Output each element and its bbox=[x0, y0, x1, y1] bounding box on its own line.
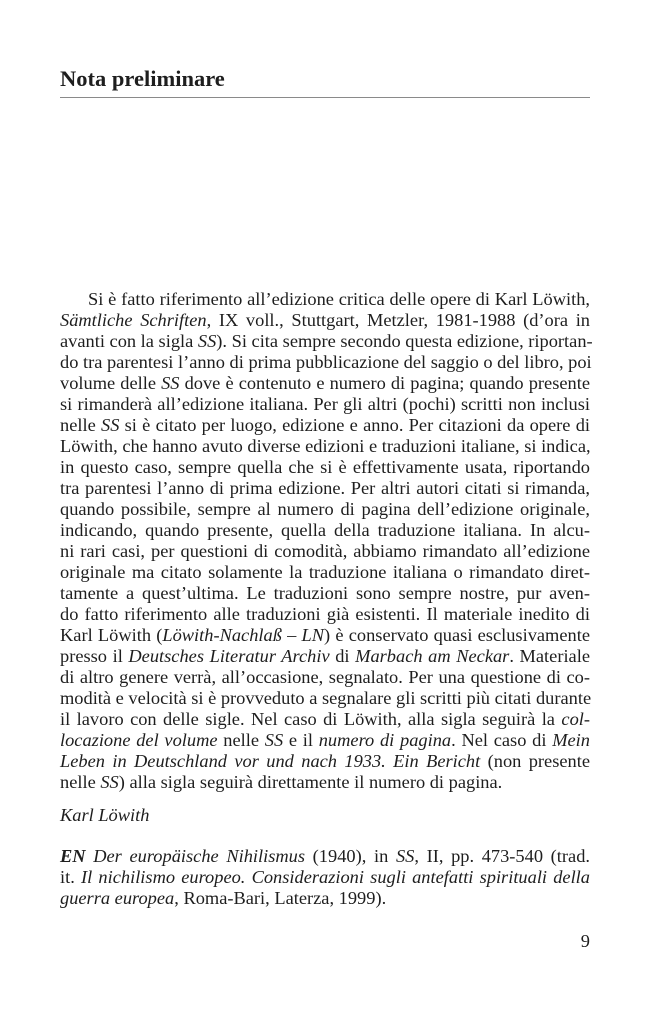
italic-text: Deutsches Literatur Archiv bbox=[128, 646, 330, 666]
text-run: ) alla sigla seguirà direttamente il numero di pagina. bbox=[118, 772, 503, 792]
text-run: it. bbox=[60, 867, 81, 887]
text-run: nelle bbox=[217, 730, 265, 750]
text-line bbox=[60, 772, 590, 793]
text-run: volume delle bbox=[60, 373, 162, 393]
title-rule bbox=[60, 97, 590, 98]
text-run: , IX voll., Stuttgart, Metzler, 1981-1988 (d’ora in bbox=[206, 310, 590, 330]
text-run: . Nel caso di bbox=[451, 730, 553, 750]
italic-text: SS bbox=[101, 415, 120, 435]
text-run: Löwith, che hanno avuto diverse edizioni e traduzioni italiane, si indica, bbox=[60, 436, 591, 456]
text-line bbox=[60, 541, 590, 562]
text-run: Si è fatto riferimento all’edizione critica delle opere di Karl Löwith, bbox=[88, 289, 590, 309]
signature-author: Karl Löwith bbox=[60, 805, 150, 825]
abbreviation-entry bbox=[60, 846, 590, 909]
text-run: (non presente bbox=[480, 751, 590, 771]
text-run: , Roma-Bari, Laterza, 1999). bbox=[174, 888, 387, 908]
text-run: si rimanderà all’edizione italiana. Per gli altri (pochi) scritti non inclusi bbox=[60, 394, 590, 414]
text-line bbox=[60, 499, 590, 520]
text-run: nelle bbox=[60, 772, 101, 792]
text-line bbox=[60, 646, 590, 667]
text-run: (1940), in bbox=[305, 846, 396, 866]
italic-text: col- bbox=[561, 709, 590, 729]
text-line bbox=[60, 867, 590, 888]
text-line bbox=[60, 520, 590, 541]
text-run: indicando, quando presente, quella della traduzione italiana. In alcu- bbox=[60, 520, 590, 540]
page-number: 9 bbox=[580, 931, 590, 951]
text-run: originale ma citato solamente la traduzione italiana o rimandato diret- bbox=[60, 562, 590, 582]
italic-text: Leben in Deutschland vor und nach 1933. Ein Bericht bbox=[60, 751, 481, 771]
text-run: avanti con la sigla bbox=[60, 331, 198, 351]
text-run: do fatto riferimento alle traduzioni già esistenti. Il materiale inedito di bbox=[60, 604, 590, 624]
text-line bbox=[60, 667, 590, 688]
text-run: in questo caso, sempre quella che si è effettivamente usata, riportando bbox=[60, 457, 590, 477]
text-run: si è citato per luogo, edizione e anno. Per citazioni da opere di bbox=[119, 415, 591, 435]
italic-text: guerra europea bbox=[60, 888, 175, 908]
text-run: dove è contenuto e numero di pagina; quando presente bbox=[179, 373, 590, 393]
text-run: presso il bbox=[60, 646, 129, 666]
text-run: tra parentesi l’anno di prima edizione. Per altri autori citati si rimanda, bbox=[60, 478, 590, 498]
text-line bbox=[60, 846, 590, 867]
text-run: do tra parentesi l’anno di prima pubblicazione del saggio o del libro, poi bbox=[60, 352, 592, 372]
italic-text: SS bbox=[197, 331, 217, 351]
text-run: il lavoro con delle sigle. Nel caso di Löwith, alla sigla seguirà la bbox=[60, 709, 562, 729]
italic-text: Der europäische Nihilismus bbox=[93, 846, 306, 866]
preface-paragraph bbox=[60, 289, 593, 793]
text-run: e il bbox=[283, 730, 319, 750]
italic-text: SS bbox=[100, 772, 119, 792]
text-line bbox=[60, 310, 590, 331]
signature-block bbox=[60, 805, 590, 826]
text-line bbox=[60, 625, 590, 646]
text-run: modità e velocità si è provveduto a segnalare gli scritti più citati durante bbox=[60, 688, 592, 708]
text-line bbox=[60, 373, 590, 394]
italic-text: Marbach am Neckar bbox=[355, 646, 510, 666]
text-run: Karl Löwith ( bbox=[60, 625, 163, 645]
text-line bbox=[60, 478, 590, 499]
italic-text: Löwith-Nachlaß – LN bbox=[162, 625, 325, 645]
text-line bbox=[60, 604, 590, 625]
text-line bbox=[60, 436, 590, 457]
text-line bbox=[60, 688, 590, 709]
italic-text: locazione del volume bbox=[60, 730, 218, 750]
text-line bbox=[60, 394, 590, 415]
italic-text: SS bbox=[264, 730, 284, 750]
italic-text: SS bbox=[161, 373, 180, 393]
text-run: . Materiale bbox=[509, 646, 590, 666]
italic-text: Sämtliche Schriften bbox=[60, 310, 207, 330]
italic-text: numero di pagina bbox=[318, 730, 452, 750]
text-run: ni rari casi, per questioni di comodità, abbiamo rimandato all’edizione bbox=[60, 541, 590, 561]
text-line bbox=[60, 352, 590, 373]
italic-text: EN bbox=[60, 846, 86, 866]
text-line bbox=[60, 709, 590, 730]
text-line bbox=[60, 457, 590, 478]
text-run: ). Si cita sempre secondo questa edizione, riportan- bbox=[216, 331, 593, 351]
text-line bbox=[60, 583, 590, 604]
text-run: di altro genere verrà, all’occasione, segnalato. Per una questione di co- bbox=[60, 667, 590, 687]
italic-text: Il nichilismo europeo. Considerazioni sugli antefatti spirituali della bbox=[81, 867, 590, 887]
text-run: di bbox=[329, 646, 356, 666]
text-line bbox=[60, 331, 593, 352]
text-run: quando possibile, sempre al numero di pagina dell’edizione originale, bbox=[60, 499, 590, 519]
text-line bbox=[60, 289, 590, 310]
text-run: , II, pp. 473-540 (trad. bbox=[414, 846, 590, 866]
italic-text: SS bbox=[395, 846, 415, 866]
page-title: Nota preliminare bbox=[60, 66, 225, 91]
text-run: nelle bbox=[60, 415, 101, 435]
text-line bbox=[60, 415, 590, 436]
text-line bbox=[60, 562, 590, 583]
text-line bbox=[60, 888, 590, 909]
text-run: ) è conservato quasi esclusivamente bbox=[324, 625, 590, 645]
italic-text: Mein bbox=[552, 730, 590, 750]
text-run: tamente a quest’ultima. Le traduzioni sono sempre nostre, pur aven- bbox=[60, 583, 590, 603]
text-line bbox=[60, 751, 590, 772]
text-line bbox=[60, 730, 590, 751]
